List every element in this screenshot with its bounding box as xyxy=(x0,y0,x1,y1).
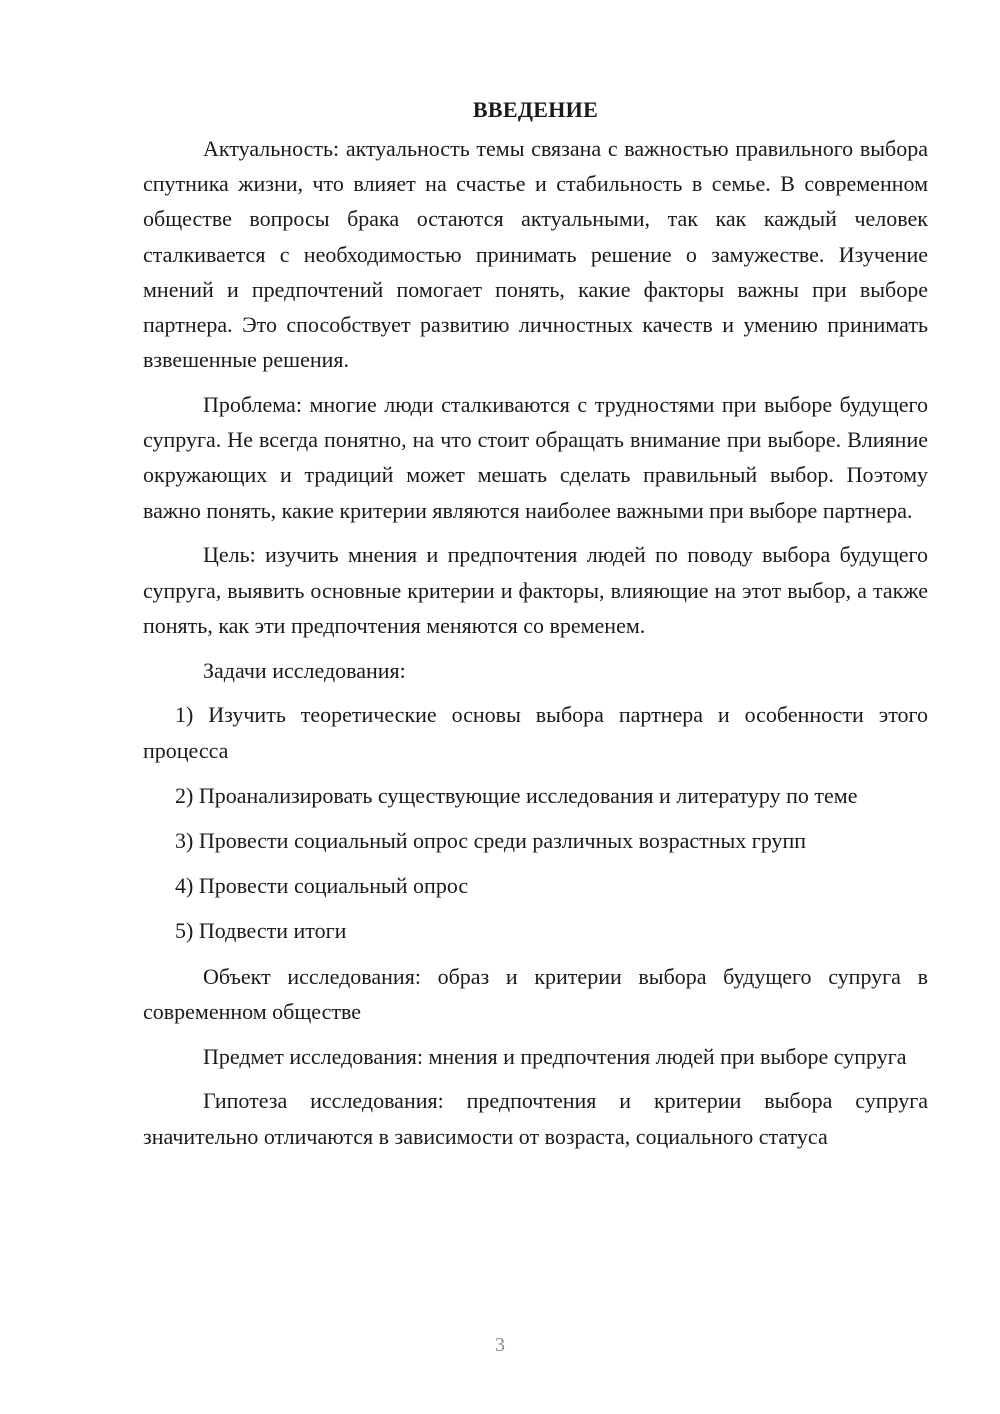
task-item: 2) Проанализировать существующие исследования и литературу по теме xyxy=(175,782,858,808)
hypothesis-paragraph: Гипотеза исследования: предпочтения и критерии выбора супруга значительно отличаются в зависимости от возраста, социального статуса xyxy=(143,1088,928,1149)
section-title: ВВЕДЕНИЕ xyxy=(472,97,599,122)
relevance-paragraph: Актуальность: актуальность темы связана с важностью правильного выбора спутника жизни, что влияет на счастье и стабильность в семье. В современном обществе вопросы брака остаются актуальными, так как каждый человек сталкивается с необходимостью принимать решение о замужестве. Изучение мнений и предпочтений помогает понять, какие факторы важны при выборе партнера. Это способствует развитию личностных качеств и умению принимать взвешенные решения. xyxy=(143,136,928,373)
task-item: 5) Подвести итоги xyxy=(175,918,347,944)
tasks-heading: Задачи исследования: xyxy=(203,657,406,683)
subject-paragraph: Предмет исследования: мнения и предпочтения людей при выборе супруга xyxy=(203,1043,907,1069)
problem-paragraph: Проблема: многие люди сталкиваются с трудностями при выборе будущего супруга. Не всегда понятно, на что стоит обращать внимание при выборе. Влияние окружающих и традиций может мешать сделать правильный выбор. Поэтому важно понять, какие критерии являются наиболее важными при выборе партнера. xyxy=(143,392,928,523)
task-item: 3) Провести социальный опрос среди различных возрастных групп xyxy=(175,828,807,854)
task-item: 1) Изучить теоретические основы выбора партнера и особенности этого процесса xyxy=(143,702,928,763)
page-number: 3 xyxy=(495,1334,505,1356)
tasks-list xyxy=(143,697,928,948)
goal-paragraph: Цель: изучить мнения и предпочтения людей по поводу выбора будущего супруга, выявить основные критерии и факторы, влияющие на этот выбор, а также понять, как эти предпочтения меняются со временем. xyxy=(143,542,928,638)
object-paragraph: Объект исследования: образ и критерии выбора будущего супруга в современном обществе xyxy=(143,963,928,1024)
task-item: 4) Провести социальный опрос xyxy=(175,873,469,899)
page-content xyxy=(143,95,928,1163)
